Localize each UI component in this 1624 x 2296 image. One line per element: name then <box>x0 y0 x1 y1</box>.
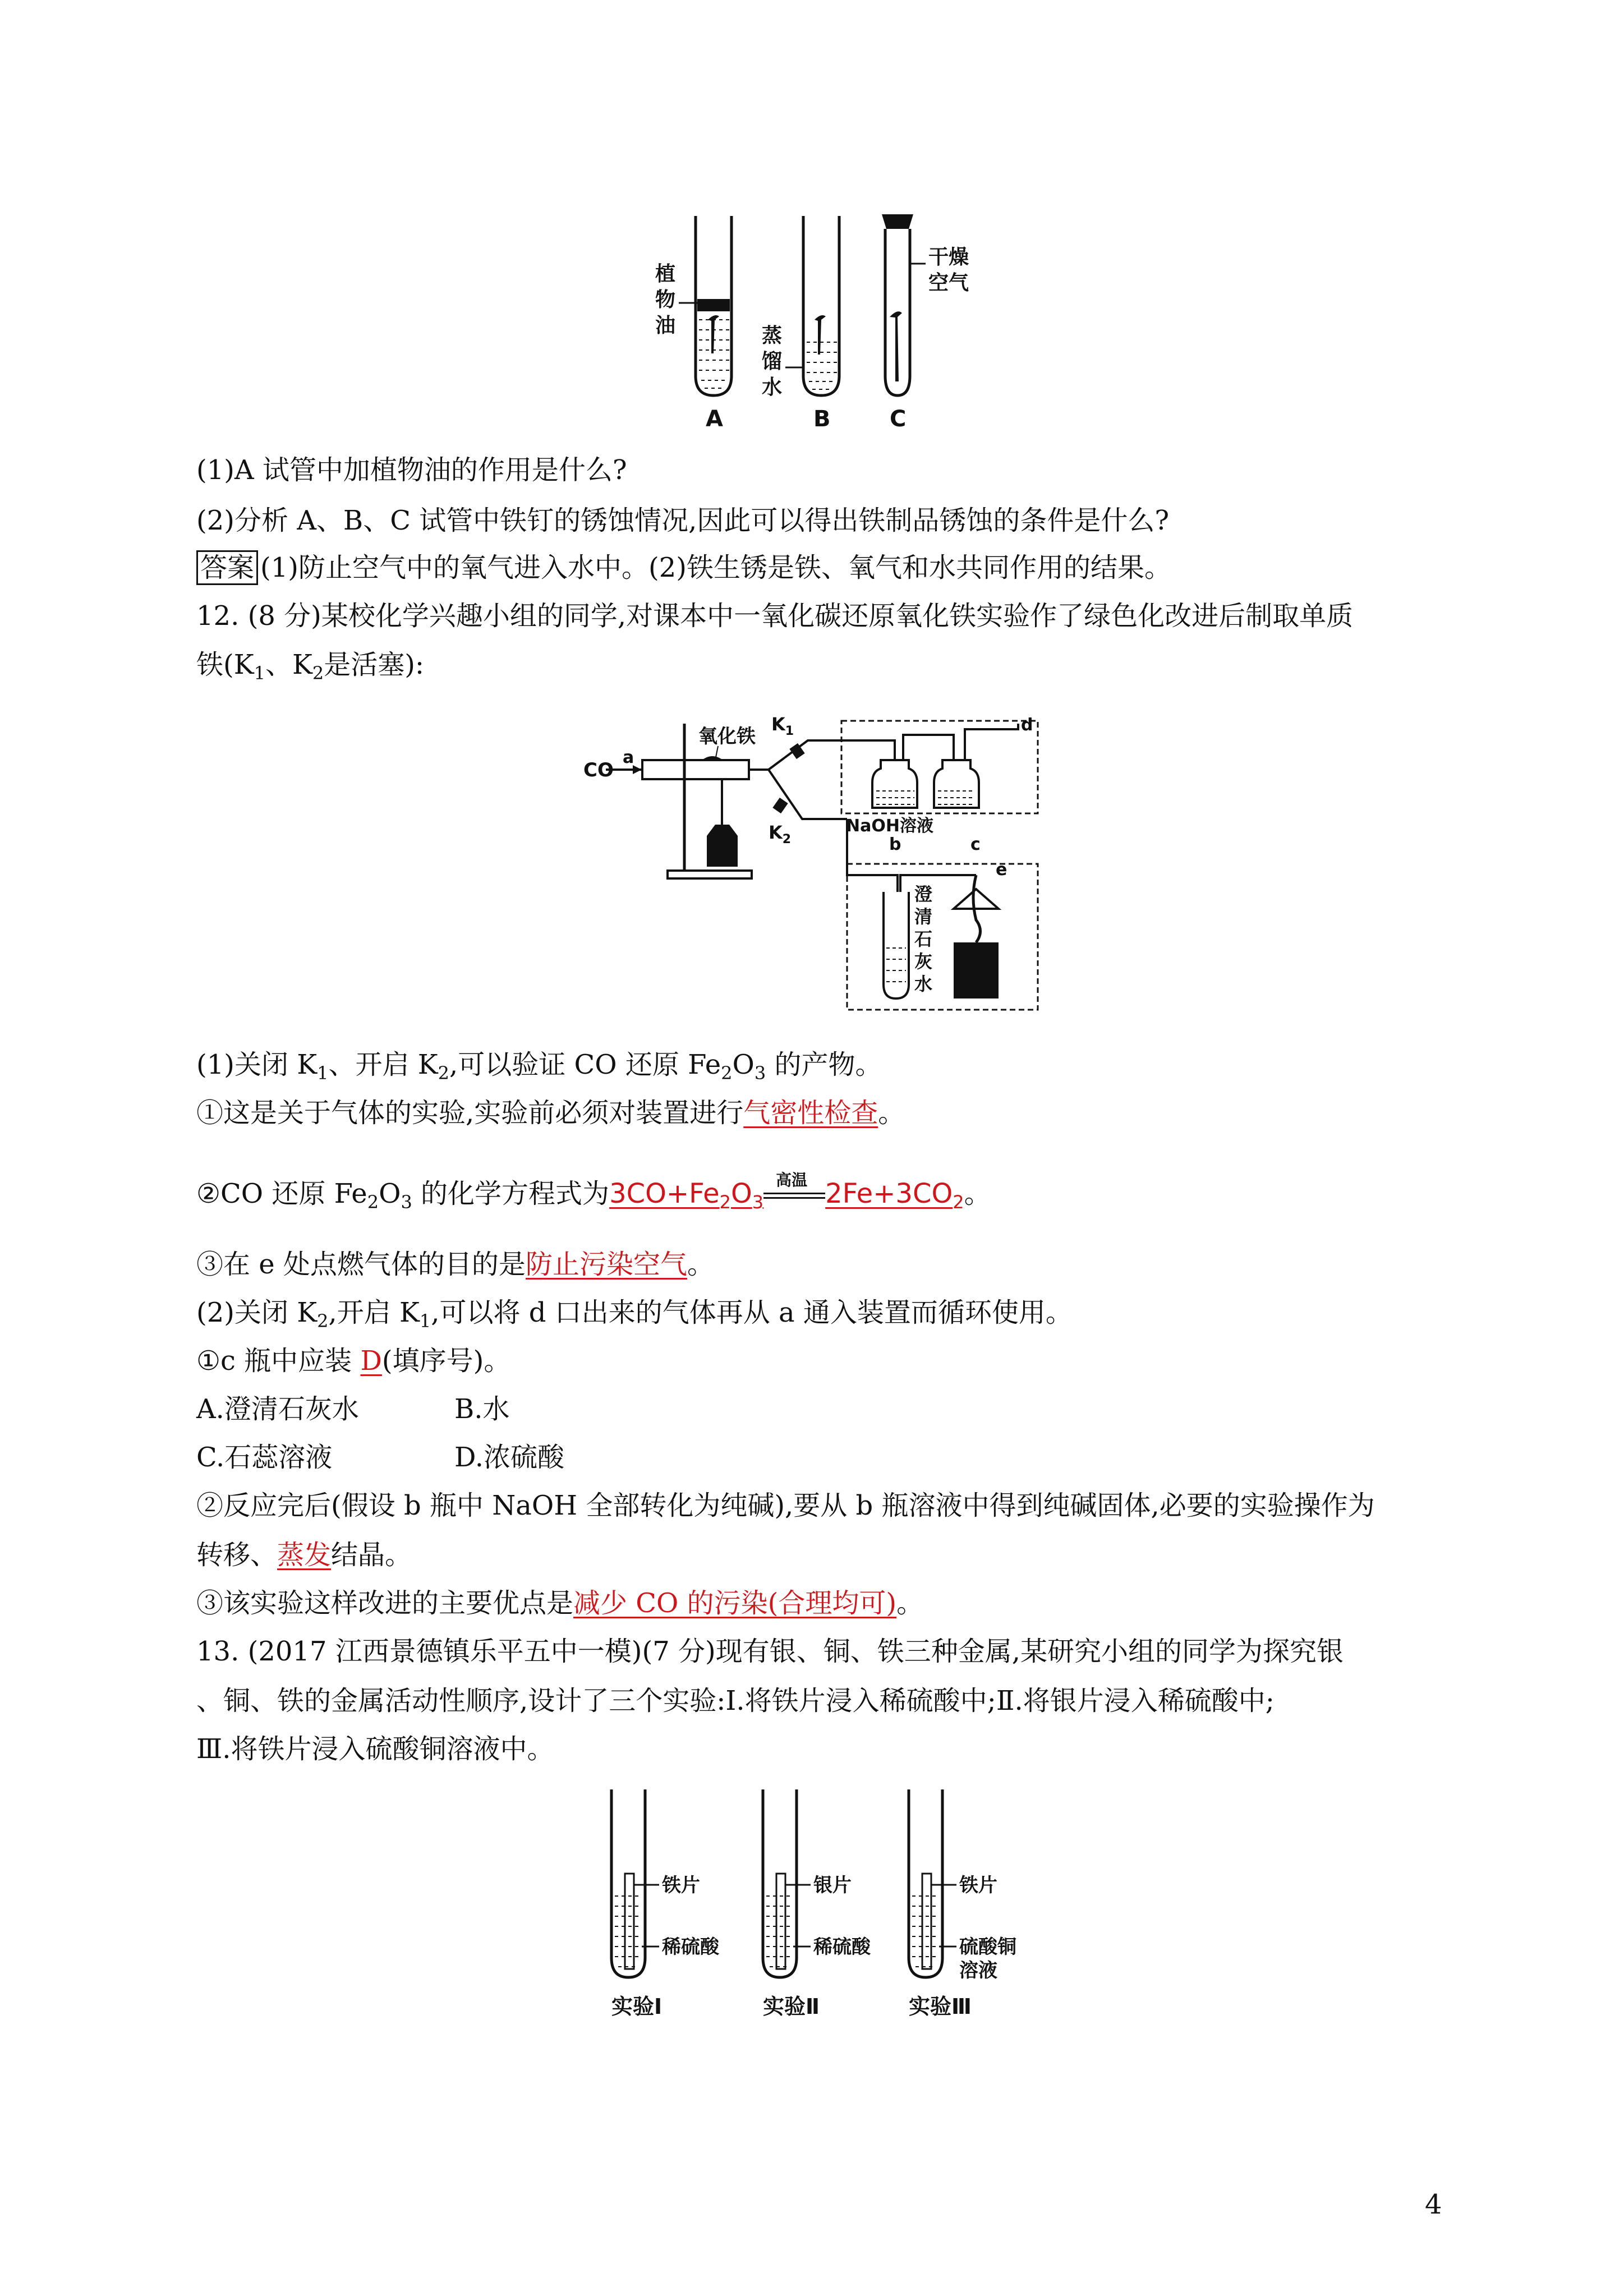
q13-line3: Ⅲ.将铁片浸入硫酸铜溶液中。 <box>196 1733 554 1765</box>
q12-p2-item2-line2 <box>196 1538 412 1572</box>
k1-sub: 1 <box>785 724 794 738</box>
q12-options-cd <box>196 1441 564 1474</box>
q11-sub2: (2)分析 A、B、C 试管中铁钉的锈蚀情况,因此可以得出铁制品锈蚀的条件是什么? <box>196 505 1170 536</box>
p2-item1-answer: D <box>360 1345 382 1377</box>
equation-condition <box>763 1170 825 1207</box>
text-run: 。 <box>878 1097 905 1129</box>
item1-answer: 气密性检查 <box>743 1097 878 1129</box>
option-a: A.澄清石灰水 <box>196 1393 359 1425</box>
equation-right <box>825 1178 964 1213</box>
figure-rusting-tubes <box>645 208 1004 443</box>
k2-label <box>769 822 791 846</box>
water-label-3: 水 <box>762 376 783 399</box>
q12-item1 <box>196 1096 905 1130</box>
oil-label-2: 物 <box>655 288 676 311</box>
experiment-3 <box>909 1789 1016 2019</box>
exp3-liquid-2: 溶液 <box>959 1959 997 1982</box>
q12-part1 <box>196 1048 882 1082</box>
text-run: 、K <box>265 649 312 680</box>
q12-options-ab <box>196 1392 510 1426</box>
lime-label-3: 石 <box>914 928 933 950</box>
water-label-2: 馏 <box>762 350 783 373</box>
co-label: CO <box>583 759 614 781</box>
outlet-d-label: d <box>1021 715 1033 735</box>
page-number: 4 <box>1425 2189 1442 2220</box>
dry-air-label-1: 干燥 <box>928 246 969 269</box>
q13-line2: 、铜、铁的金属活动性顺序,设计了三个实验:Ⅰ.将铁片浸入稀硫酸中;Ⅱ.将银片浸入稀硫酸中; <box>196 1685 1275 1717</box>
experiment-1 <box>611 1789 720 2019</box>
text-run: 。 <box>687 1249 714 1280</box>
subscript: 2 <box>721 1062 733 1084</box>
q12-item3 <box>196 1248 714 1281</box>
lime-label-5: 水 <box>914 973 933 995</box>
tube-a <box>696 216 732 395</box>
lime-label-1: 澄 <box>914 884 933 905</box>
fe2o3-label: 氧化铁 <box>698 725 756 748</box>
tube-c <box>882 214 913 395</box>
answer-text: (1)防止空气中的氧气进入水中。(2)铁生锈是铁、氧气和水共同作用的结果。 <box>260 552 1172 583</box>
text-run: 。 <box>964 1178 991 1209</box>
text-run: (填序号)。 <box>381 1345 511 1377</box>
tube-c-label: C <box>890 406 907 432</box>
figure-co-apparatus <box>583 707 1043 1021</box>
bottle-b-label: b <box>889 835 901 854</box>
text-run: 。 <box>896 1588 924 1619</box>
exp2-liquid: 稀硫酸 <box>813 1936 871 1958</box>
text-run: (2)关闭 K <box>196 1297 318 1328</box>
exp1-metal: 铁片 <box>662 1874 700 1897</box>
text-run: ,开启 K <box>328 1297 420 1328</box>
exp3-metal: 铁片 <box>959 1874 997 1897</box>
q12-stem-line2 <box>196 648 424 682</box>
water-label-1: 蒸 <box>762 324 783 347</box>
naoh-label: NaOH溶液 <box>846 816 933 836</box>
q11-sub1: (1)A 试管中加植物油的作用是什么? <box>196 454 627 486</box>
text-run: 、开启 K <box>328 1049 438 1080</box>
condition-text: 高温 <box>776 1170 808 1189</box>
option-b: B.水 <box>454 1393 510 1425</box>
subscript: 1 <box>254 662 265 684</box>
text-run: ③在 e 处点燃气体的目的是 <box>196 1249 526 1280</box>
q12-p2-item1 <box>196 1344 510 1378</box>
text-run: O <box>379 1178 401 1209</box>
q12-part2 <box>196 1296 1073 1332</box>
text-run: ①这是关于气体的实验,实验前必须对装置进行 <box>196 1097 744 1129</box>
text-run: ①c 瓶中应装 <box>196 1345 361 1377</box>
subscript: 3 <box>754 1062 766 1084</box>
text-run: ,可以验证 CO 还原 Fe <box>449 1049 721 1080</box>
exp3-caption: 实验Ⅲ <box>909 1994 972 2019</box>
text-run: O <box>731 1178 752 1209</box>
p2-item2-answer: 蒸发 <box>277 1539 332 1571</box>
option-c: C.石蕊溶液 <box>196 1442 333 1473</box>
k2-text: K <box>769 822 783 843</box>
experiment-2 <box>763 1789 871 2019</box>
exp1-caption: 实验Ⅰ <box>611 1994 663 2019</box>
subscript: 1 <box>419 1310 431 1332</box>
k2-sub: 2 <box>782 832 792 846</box>
lime-label-4: 灰 <box>914 951 933 972</box>
text-run: ,可以将 d 口出来的气体再从 a 通入装置而循环使用。 <box>431 1297 1073 1328</box>
text-run: ③该实验这样改进的主要优点是 <box>196 1588 574 1619</box>
p2-item3-answer: 减少 CO 的污染(合理均可) <box>573 1588 897 1619</box>
figure-metal-experiments <box>600 1784 1038 2025</box>
text-run: 结晶。 <box>331 1539 412 1571</box>
tube-b-label: B <box>813 406 831 432</box>
lime-label-2: 清 <box>914 906 933 927</box>
inlet-a-label: a <box>623 748 634 767</box>
item3-answer: 防止污染空气 <box>525 1249 687 1280</box>
text-run: 的化学方程式为 <box>412 1178 610 1209</box>
subscript: 2 <box>312 662 324 684</box>
subscript: 1 <box>317 1062 329 1084</box>
k1-text: K <box>771 714 785 735</box>
exp2-metal: 银片 <box>813 1874 852 1897</box>
q12-p2-item3 <box>196 1586 923 1620</box>
text-run: 2Fe+3CO <box>825 1178 953 1209</box>
subscript: 2 <box>953 1191 964 1213</box>
option-d: D.浓硫酸 <box>454 1442 565 1473</box>
equation-equals <box>763 1193 825 1199</box>
subscript: 3 <box>401 1191 412 1213</box>
text-run: 3CO+Fe <box>609 1178 720 1209</box>
exp1-liquid: 稀硫酸 <box>662 1936 719 1958</box>
tube-a-label: A <box>706 406 723 432</box>
subscript: 2 <box>317 1310 329 1332</box>
exp3-liquid-1: 硫酸铜 <box>959 1936 1016 1958</box>
bottle-c-label: c <box>970 835 981 854</box>
outlet-e-label: e <box>996 860 1007 880</box>
equation-left <box>609 1178 764 1213</box>
subscript: 2 <box>719 1191 731 1213</box>
q12-stem-line1: 12. (8 分)某校化学兴趣小组的同学,对课本中一氧化碳还原氧化铁实验作了绿色化改进后制取单质 <box>196 600 1354 632</box>
text-run: 是活塞): <box>324 649 425 680</box>
text-run: ②CO 还原 Fe <box>196 1178 367 1209</box>
q12-item2 <box>196 1170 991 1213</box>
oil-label-1: 植 <box>655 263 676 286</box>
k1-label <box>771 714 794 738</box>
text-run: (1)关闭 K <box>196 1049 318 1080</box>
q11-answer <box>196 551 1171 585</box>
exp2-caption: 实验Ⅱ <box>763 1994 820 2019</box>
text-run: 铁(K <box>196 649 254 680</box>
subscript: 2 <box>438 1062 449 1084</box>
q13-line1: 13. (2017 江西景德镇乐平五中一模)(7 分)现有银、铜、铁三种金属,某研究小组的同学为探究银 <box>196 1636 1344 1667</box>
q12-p2-item2-line1: ②反应完后(假设 b 瓶中 NaOH 全部转化为纯碱),要从 b 瓶溶液中得到纯碱固体,必要的实验操作为 <box>196 1490 1375 1521</box>
subscript: 2 <box>367 1191 379 1213</box>
text-run: 的产物。 <box>766 1049 882 1080</box>
answer-tag: 答案 <box>196 550 258 585</box>
subscript: 3 <box>752 1191 764 1213</box>
text-run: 转移、 <box>196 1539 278 1571</box>
text-run: O <box>732 1049 755 1080</box>
oil-label-3: 油 <box>655 314 676 337</box>
tube-b <box>803 216 839 395</box>
dry-air-label-2: 空气 <box>928 272 969 295</box>
